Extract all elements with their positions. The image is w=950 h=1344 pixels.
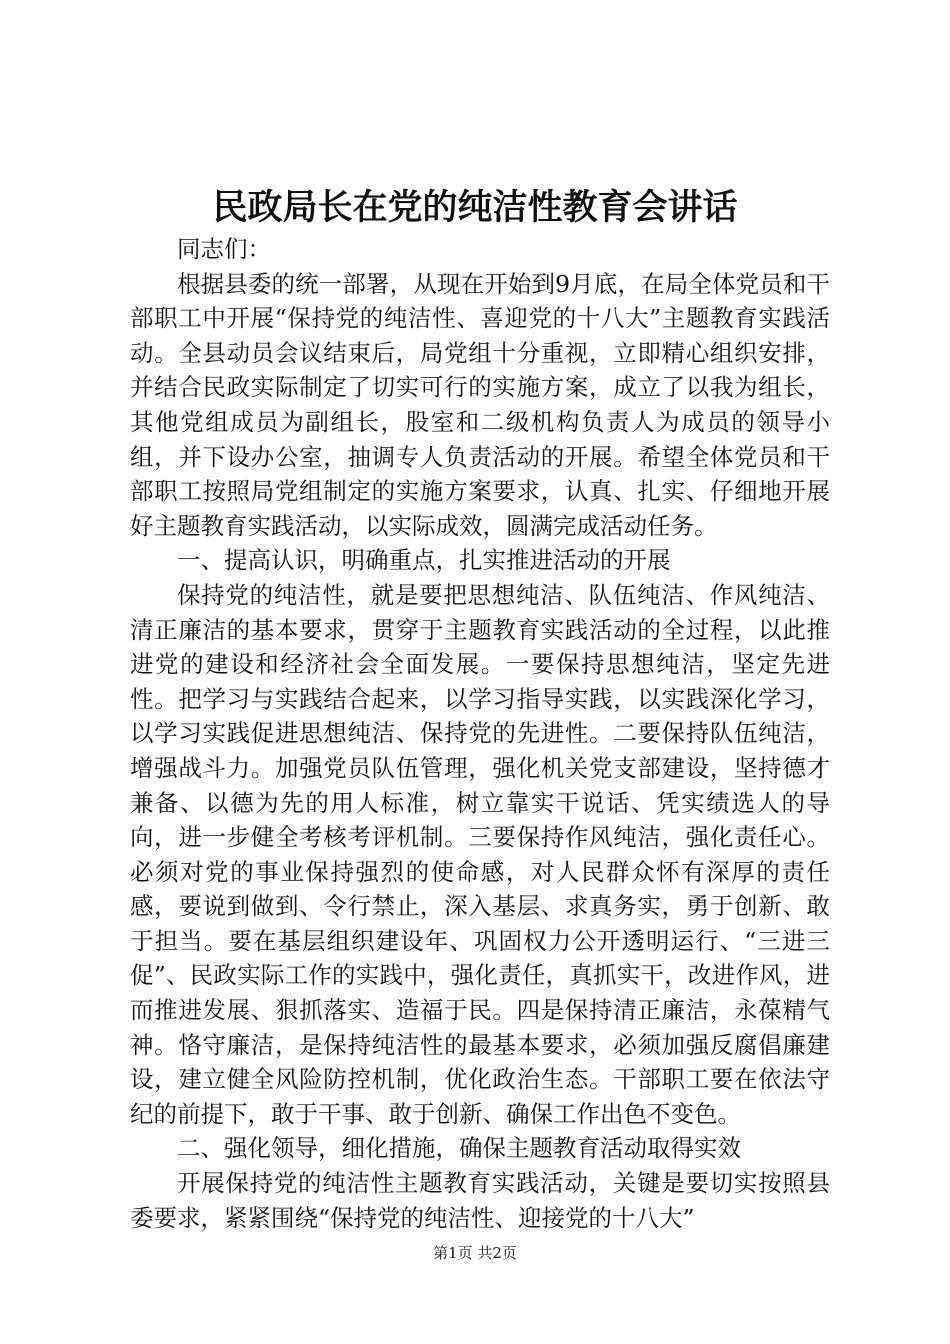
page-title: 民政局长在党的纯洁性教育会讲话 [212,187,738,228]
page-footer: 第1页 共2页 [433,1244,517,1262]
greeting: 同志们： [177,235,271,263]
section-heading-1: 一、提高认识，明确重点，扎实推进活动的开展 [177,546,671,575]
document-body [130,232,830,1235]
paragraph-section-2: 开展保持党的纯洁性主题教育实践活动，关键是要切实按照县委要求，紧紧围绕“保持党的纯洁性、迎接党的十八大” [130,1169,830,1232]
paragraph-section-1: 保持党的纯洁性，就是要把思想纯洁、队伍纯洁、作风纯洁、清正廉洁的基本要求，贯穿于主题教育实践活动的全过程，以此推进党的建设和经济社会全面发展。一要保持思想纯洁，坚定先进性。把学习与实践结合起来，以学习指导实践，以实践深化学习，以学习实践促进思想纯洁、保持党的先进性。二要保持队伍纯洁，增强战斗力。加强党员队伍管理，强化机关党支部建设，坚持德才兼备、以德为先的用人标准，树立靠实干说话、凭实绩选人的导向，进一步健全考核考评机制。三要保持作风纯洁，强化责任心。必须对党的事业保持强烈的使命感，对人民群众怀有深厚的责任感，要说到做到、令行禁止，深入基层、求真务实，勇于创新、敢于担当。要在基层组织建设年、巩固权力公开透明运行、“三进三促”、民政实际工作的实践中，强化责任，真抓实干，改进作风，进而推进发展、狠抓落实、造福于民。四是保持清正廉洁，永葆精气神。恪守廉洁，是保持纯洁性的最基本要求，必须加强反腐倡廉建设，建立健全风险防控机制，优化政治生态。干部职工要在依法守纪的前提下，敢于干事、敢于创新、确保工作出色不变色。 [130,580,830,1128]
section-heading-2: 二、强化领导，细化措施，确保主题教育活动取得实效 [177,1134,741,1163]
paragraph-intro: 根据县委的统一部署，从现在开始到9月底，在局全体党员和干部职工中开展“保持党的纯洁性、喜迎党的十八大”主题教育实践活动。全县动员会议结束后，局党组十分重视，立即精心组织安排，并结合民政实际制定了切实可行的实施方案，成立了以我为组长，其他党组成员为副组长，股室和二级机构负责人为成员的领导小组，并下设办公室，抽调专人负责活动的开展。希望全体党员和干部职工按照局党组制定的实施方案要求，认真、扎实、仔细地开展好主题教育实践活动，以实际成效，圆满完成活动任务。 [130,269,830,540]
